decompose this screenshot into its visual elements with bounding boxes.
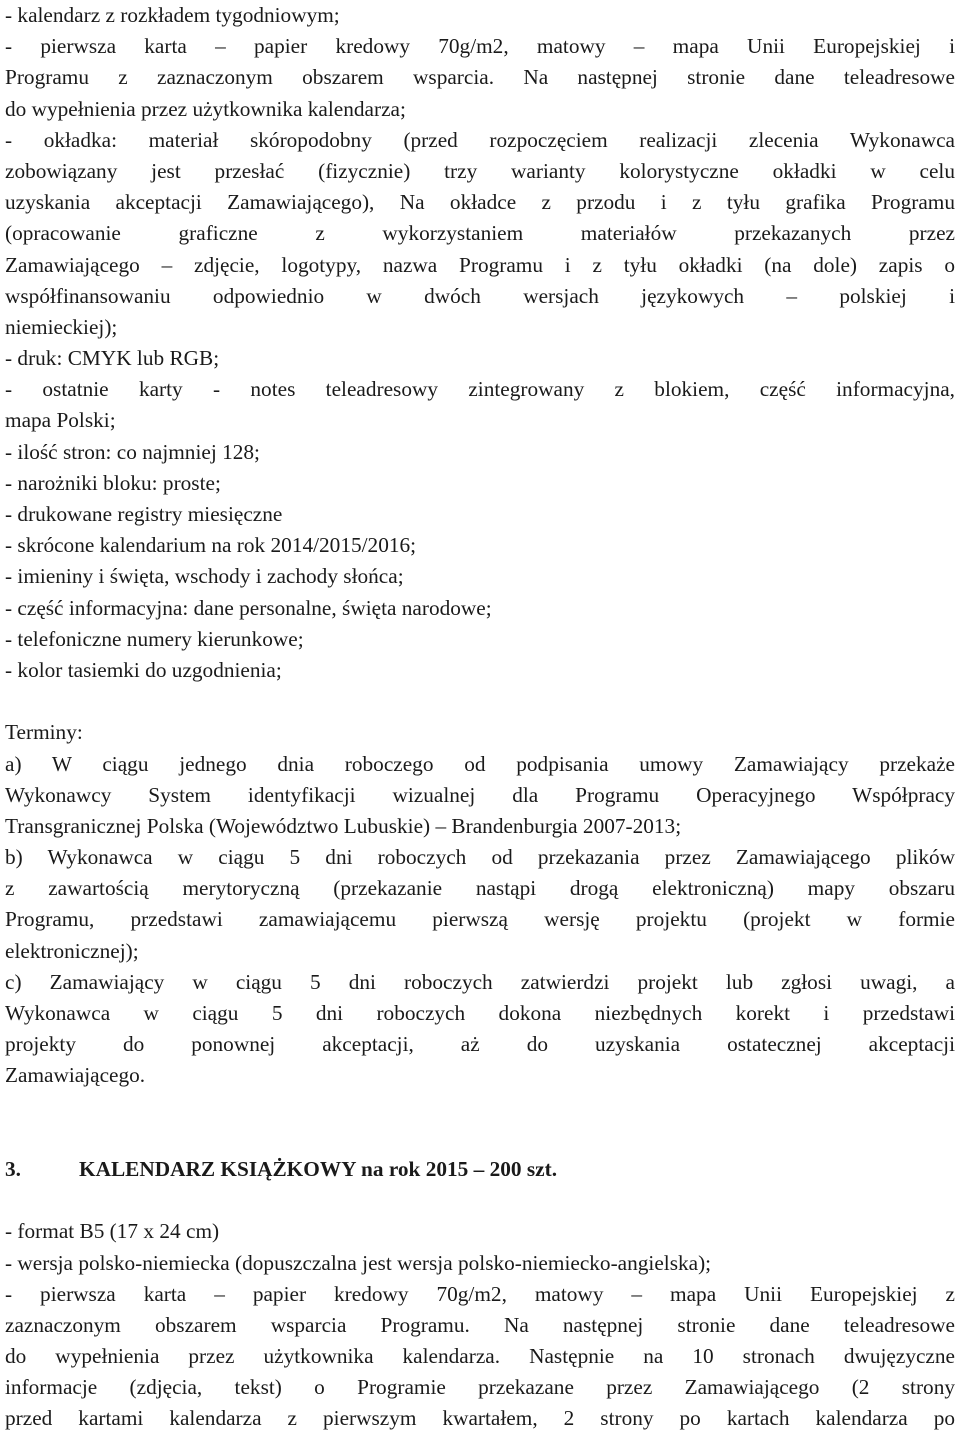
text-line: niemieckiej); [5,314,118,339]
text-line: zobowiązany jest przesłać (fizycznie) trzy warianty kolorystyczne okładki w celu [5,158,955,183]
specification-list [5,0,955,686]
text-line: uzyskania akceptacji Zamawiającego), Na okładce z przodu i z tyłu grafika Programu [5,190,955,215]
document-page [5,0,955,1435]
text-line: - format B5 (17 x 24 cm) [5,1219,220,1244]
text-line: współfinansowaniu odpowiednio w dwóch wersjach językowych – polskiej i [5,283,955,308]
text-line: b) Wykonawca w ciągu 5 dni roboczych od przekazania przez Zamawiającego plików [5,845,955,870]
text-line: - ilość stron: co najmniej 128; [5,439,260,464]
text-line: Wykonawcy System identyfikacji wizualnej dla Programu Operacyjnego Współpracy [5,782,955,807]
spacer [5,1092,955,1123]
text-line: Zamawiającego – zdjęcie, logotypy, nazwa Programu i z tyłu okładki (na dole) zapis o [5,252,955,277]
text-line: - kalendarz z rozkładem tygodniowym; [5,3,340,27]
text-line: zaznaczonym obszarem wsparcia Programu. Na następnej stronie dane teleadresowe [5,1312,955,1337]
text-line: c) Zamawiający w ciągu 5 dni roboczych zatwierdzi projekt lub zgłosi uwagi, a [5,969,955,994]
text-line: z zawartością merytoryczną (przekazanie nastąpi drogą elektroniczną) mapy obszaru [5,876,955,901]
text-line: - pierwsza karta – papier kredowy 70g/m2, matowy – mapa Unii Europejskiej z [5,1281,955,1306]
text-line: - narożniki bloku: proste; [5,470,221,495]
spacer [5,1123,955,1154]
text-line: Wykonawca w ciągu 5 dni roboczych dokona niezbędnych korekt i przedstawi [5,1001,955,1025]
text-line: - część informacyjna: dane personalne, święta narodowe; [5,595,492,620]
text-line: Programu, przedstawi zamawiającemu pierwszą wersję projektu (projekt w formie [5,907,955,932]
text-line: Terminy: [5,720,83,745]
text-line: - telefoniczne numery kierunkowe; [5,626,304,651]
text-line: - imieniny i święta, wschody i zachody słońca; [5,564,404,589]
text-line: - skrócone kalendarium na rok 2014/2015/2016; [5,533,417,558]
section-heading [5,1154,955,1185]
text-line: Programu z zaznaczonym obszarem wsparcia. Na następnej stronie dane teleadresowe [5,65,955,90]
text-line: do wypełnienia przez użytkownika kalendarza. Następnie na 10 stronach dwujęzyczne [5,1344,955,1369]
text-line: - okładka: materiał skóropodobny (przed rozpoczęciem realizacji zlecenia Wykonawca [5,127,955,152]
text-line: - druk: CMYK lub RGB; [5,346,220,371]
book-calendar-spec-list [5,1216,955,1434]
text-line: - ostatnie karty - notes teleadresowy zintegrowany z blokiem, część informacyjna, [5,377,955,402]
text-line: a) W ciągu jednego dnia roboczego od podpisania umowy Zamawiający przekaże [5,751,955,776]
text-line: - wersja polsko-niemiecka (dopuszczalna jest wersja polsko-niemiecko-angielska); [5,1250,712,1275]
text-line: informacje (zdjęcia, tekst) o Programie przekazane przez Zamawiającego (2 strony [5,1375,955,1400]
text-line: przed kartami kalendarza z pierwszym kwartałem, 2 strony po kartach kalendarza po [5,1406,955,1431]
spacer [5,1185,955,1216]
section-number: 3. [5,1156,21,1181]
section-title: KALENDARZ KSIĄŻKOWY na rok 2015 – 200 szt. [79,1156,558,1181]
deadlines-section [5,717,955,1091]
text-line: Zamawiającego. [5,1063,146,1088]
text-line: - drukowane registry miesięczne [5,502,283,526]
text-line: projekty do ponownej akceptacji, aż do uzyskania ostatecznej akceptacji [5,1032,955,1057]
text-line: - kolor tasiemki do uzgodnienia; [5,657,282,682]
text-line: (opracowanie graficzne z wykorzystaniem materiałów przekazanych przez [5,221,955,246]
text-line: mapa Polski; [5,408,116,433]
spacer [5,686,955,717]
text-line: Transgranicznej Polska (Województwo Lubuskie) – Brandenburgia 2007-2013; [5,813,682,838]
text-line: elektronicznej); [5,938,139,963]
text-line: do wypełnienia przez użytkownika kalendarza; [5,96,406,121]
text-line: - pierwsza karta – papier kredowy 70g/m2, matowy – mapa Unii Europejskiej i [5,34,955,59]
